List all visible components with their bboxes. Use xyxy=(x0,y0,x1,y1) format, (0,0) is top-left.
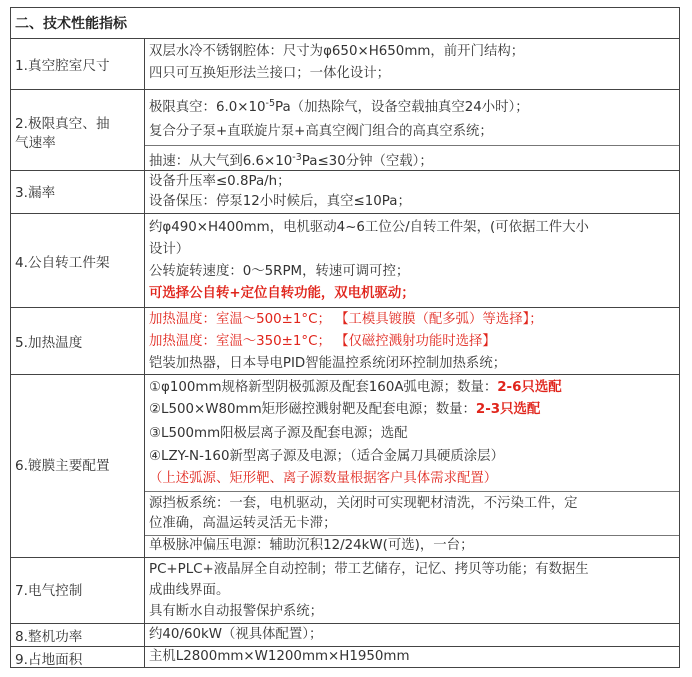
row-label-workholder: 4.公自转工件架 xyxy=(15,255,110,271)
chamber-line: 四只可互换矩形法兰接口；一体化设计； xyxy=(149,66,391,81)
row-label-coating: 6.镀膜主要配置 xyxy=(15,458,110,474)
spec-table xyxy=(10,7,680,668)
row-divider xyxy=(11,374,679,375)
ultimate-vacuum-line: 极限真空：$6.0\times 10^{-5}Pa$（加热除气，设备空载抽真空24小时）； xyxy=(149,98,529,115)
row-label-power: 8.整机功率 xyxy=(15,629,83,645)
electrical-line: 成曲线界面。 xyxy=(149,583,230,598)
leak-line: 设备保压：停泵12小时候后，真空≤10Pa； xyxy=(149,194,411,209)
row-divider xyxy=(11,557,679,558)
quantity-badge: 2-6只选配 xyxy=(497,380,562,395)
row-divider xyxy=(11,307,679,308)
workholder-line: 设计） xyxy=(149,242,190,257)
pump-speed-line: 抽速：从大气到$6.6\times 10^{-3}Pa\le 30$分钟（空载）； xyxy=(149,152,433,169)
heater-line: 铠装加热器，日本导电PID智能温控系统闭环控制加热系统； xyxy=(149,356,507,371)
workholder-highlight: 可选择公自转+定位自转功能，双电机驱动； xyxy=(149,286,415,301)
row-divider xyxy=(11,38,679,39)
bias-power-line: 单极脉冲偏压电源：辅助沉积12/24kW(可选)，一台； xyxy=(149,538,474,553)
row-label-footprint: 9.占地面积 xyxy=(15,652,83,668)
heating-option-line: 加热温度：室温～350±1°C； 【仅磁控溅射功能时选择】 xyxy=(149,334,496,349)
row-label-chamber: 1.真空腔室尺寸 xyxy=(15,58,110,74)
heating-option-line: 加热温度：室温～500±1°C； 【工模具镀膜（配多弧）等选择】； xyxy=(149,312,543,327)
baffle-line: 位准确，高温运转灵活无卡滞； xyxy=(149,516,337,531)
exponent: -3 xyxy=(292,152,302,163)
quantity-badge: 2-3只选配 xyxy=(475,402,541,417)
leak-line: 设备升压率≤0.8Pa/h； xyxy=(149,174,291,189)
row-divider xyxy=(11,89,679,90)
row-divider xyxy=(11,213,679,214)
row-label-vacuum-line2: 气速率 xyxy=(15,135,56,151)
row-label-heating: 5.加热温度 xyxy=(15,335,83,351)
workholder-line: 约φ490×H400mm，电机驱动4~6工位公/自转工件架，(可依据工件大小 xyxy=(149,220,589,235)
baffle-line: 源挡板系统：一套，电机驱动，关闭时可实现靶材清洗，不污染工件，定 xyxy=(149,496,578,511)
electrical-line: 具有断水自动报警保护系统； xyxy=(149,604,324,619)
section-header: 二、技术性能指标 xyxy=(15,16,127,32)
row-divider xyxy=(11,623,679,624)
coating-item: ③L500mm阳极层离子源及配套电源；选配 xyxy=(149,426,408,441)
coating-item: ②L500×W80mm矩形磁控溅射靶及配套电源；数量：2-3只选配 xyxy=(149,402,541,417)
row-label-leak: 3.漏率 xyxy=(15,185,56,201)
sub-divider xyxy=(145,491,679,492)
coating-item: ④LZY-N-160新型离子源及电源；（适合金属刀具硬质涂层） xyxy=(149,449,504,464)
power-line: 约40/60kW（视具体配置）； xyxy=(149,627,323,642)
coating-item: ①φ100mm规格新型阴极弧源及配套160A弧电源；数量：2-6只选配 xyxy=(149,380,562,395)
row-label-electrical: 7.电气控制 xyxy=(15,583,83,599)
row-label-vacuum-line1: 2.极限真空、抽 xyxy=(15,116,110,132)
sub-divider xyxy=(145,145,679,146)
workholder-line: 公转旋转速度：0～5RPM，转速可调可控； xyxy=(149,264,410,279)
pump-system-line: 复合分子泵+直联旋片泵+高真空阀门组合的高真空系统； xyxy=(149,124,493,139)
coating-note: （上述弧源、矩形靶、离子源数量根据客户具体需求配置） xyxy=(149,471,498,486)
footprint-line: 主机L2800mm×W1200mm×H1950mm xyxy=(149,649,410,664)
electrical-line: PC+PLC+液晶屏全自动控制；带工艺储存，记忆、拷贝等功能；有数据生 xyxy=(149,562,589,577)
chamber-line: 双层水冷不锈钢腔体：尺寸为φ650×H650mm，前开门结构； xyxy=(149,44,525,59)
column-divider xyxy=(144,38,145,667)
exponent: -5 xyxy=(265,98,275,109)
